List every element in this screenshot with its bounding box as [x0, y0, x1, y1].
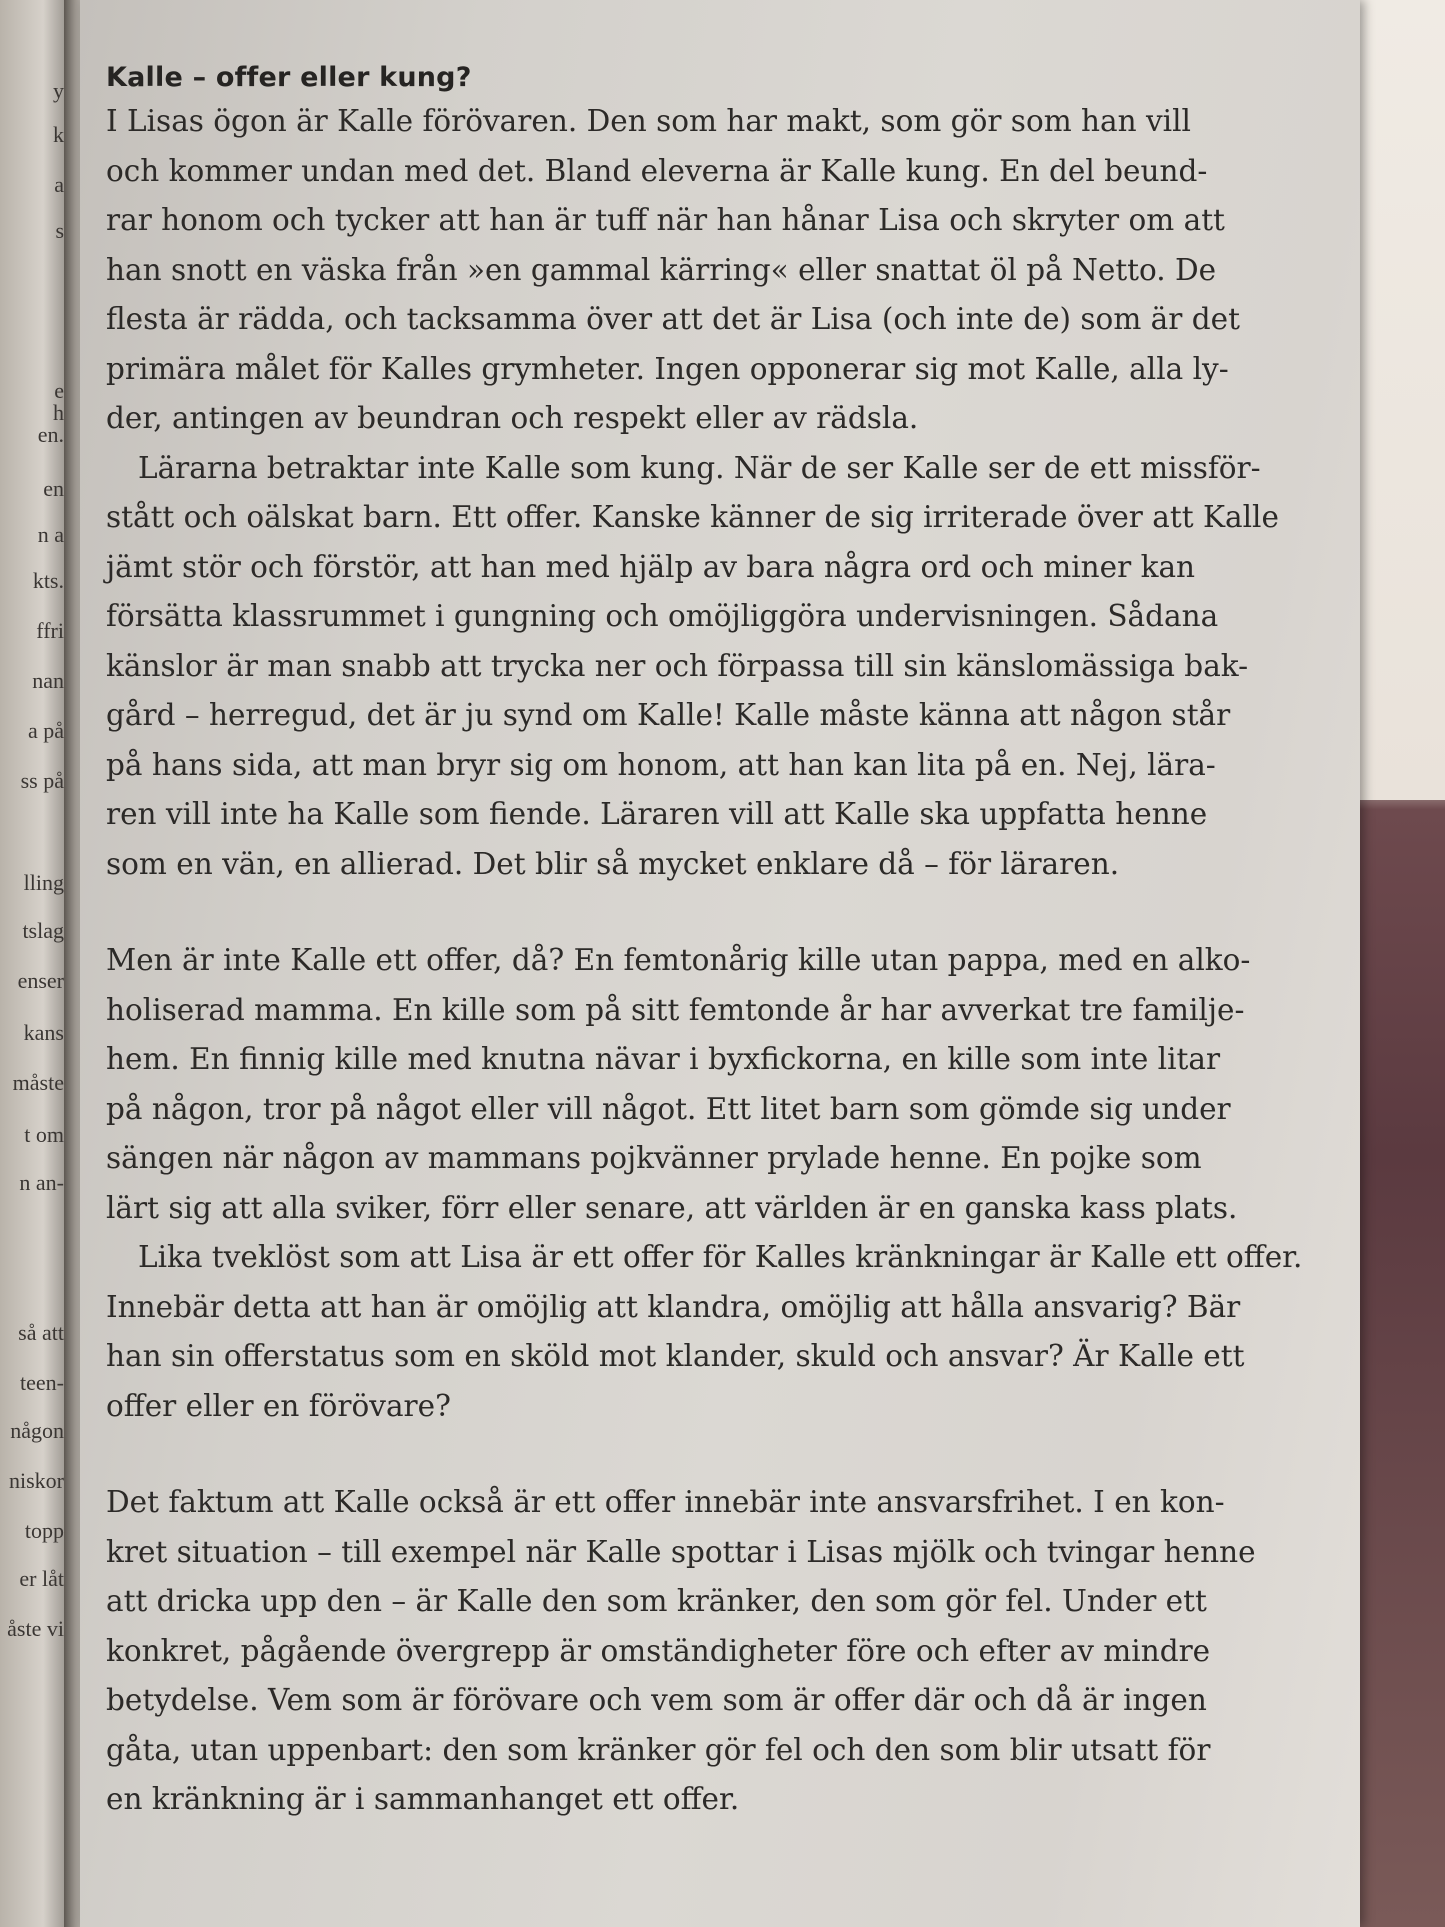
- facing-page-fragment: a på: [27, 718, 64, 743]
- facing-page-fragment: kans: [23, 1020, 64, 1045]
- text-line: han snott en väska från »en gammal kärring« eller snattat öl på Netto. De: [106, 252, 1217, 287]
- text-line: ren vill inte ha Kalle som fiende. Läraren vill att Kalle ska uppfatta henne: [106, 797, 1208, 831]
- text-line: offer eller en förövare?: [106, 1388, 451, 1423]
- paragraph: [106, 1233, 1356, 1431]
- facing-page-fragment: en: [43, 476, 64, 501]
- section-heading: Kalle – offer eller kung?: [106, 62, 472, 93]
- facing-page-fragment: måste: [12, 1070, 64, 1095]
- text-line: en kränkning är i sammanhanget ett offer.: [106, 1782, 740, 1816]
- facing-page-fragment: e: [54, 378, 64, 403]
- text-line: han sin offerstatus som en sköld mot klander, skuld och ansvar? Är Kalle ett: [106, 1339, 1245, 1373]
- text-line: Lärarna betraktar inte Kalle som kung. När de ser Kalle ser de ett missför-: [138, 450, 1261, 485]
- facing-page-fragment: nan: [32, 668, 64, 693]
- facing-page-fragment: topp: [24, 1518, 64, 1543]
- page-content: [106, 62, 1356, 1825]
- text-line: stått och oälskat barn. Ett offer. Kanske känner de sig irriterade över att Kalle: [106, 500, 1279, 534]
- text-line: som en vän, en allierad. Det blir så mycket enklare då – för läraren.: [106, 846, 1120, 881]
- facing-page-fragment: n a: [37, 522, 64, 547]
- text-line: rar honom och tycker att han är tuff när han hånar Lisa och skryter om att: [106, 203, 1225, 237]
- text-line: der, antingen av beundran och respekt eller av rädsla.: [106, 401, 919, 435]
- text-line: Lika tveklöst som att Lisa är ett offer för Kalles kränkningar är Kalle ett offer.: [138, 1240, 1303, 1274]
- paragraph: [106, 1478, 1356, 1825]
- facing-page-fragment: n an-: [19, 1170, 64, 1195]
- facing-page-fragment: s: [55, 218, 64, 243]
- text-line: Det faktum att Kalle också är ett offer innebär inte ansvarsfrihet. I en kon-: [106, 1485, 1225, 1519]
- background-right-page-stack: [1355, 0, 1445, 800]
- text-line: hem. En finnig kille med knutna nävar i byxfickorna, en kille som inte litar: [106, 1042, 1221, 1076]
- text-line: känslor är man snabb att trycka ner och förpassa till sin känslomässiga bak-: [106, 648, 1249, 683]
- book-page: [80, 0, 1360, 1927]
- text-line: konkret, pågående övergrepp är omständigheter före och efter av mindre: [106, 1633, 1211, 1668]
- text-line: flesta är rädda, och tacksamma över att det är Lisa (och inte de) som är det: [106, 302, 1240, 336]
- text-line: på någon, tror på något eller vill något. Ett litet barn som gömde sig under: [106, 1091, 1231, 1126]
- facing-page-edge: [0, 0, 72, 1927]
- text-line: lärt sig att alla sviker, förr eller senare, att världen är en ganska kass plats.: [106, 1190, 1238, 1225]
- facing-page-fragment: ss på: [20, 768, 64, 793]
- text-line: kret situation – till exempel när Kalle spottar i Lisas mjölk och tvingar henne: [106, 1534, 1256, 1569]
- text-line: att dricka upp den – är Kalle den som kränker, den som gör fel. Under ett: [106, 1584, 1207, 1618]
- text-line: jämt stör och förstör, att han med hjälp av bara några ord och miner kan: [106, 549, 1196, 584]
- text-line: och kommer undan med det. Bland eleverna är Kalle kung. En del beund-: [106, 153, 1208, 188]
- text-line: primära målet för Kalles grymheter. Ingen opponerar sig mot Kalle, alla ly-: [106, 351, 1229, 386]
- facing-page-fragment: a: [54, 172, 64, 197]
- paragraph: [106, 444, 1356, 890]
- facing-page-fragment: kts.: [32, 568, 64, 593]
- text-line: Innebär detta att han är omöjlig att klandra, omöjlig att hålla ansvarig? Bär: [106, 1289, 1241, 1324]
- paragraphs-container: [106, 97, 1356, 1825]
- facing-page-fragment: så att: [18, 1320, 64, 1345]
- paragraph: [106, 97, 1356, 444]
- paragraph-gap: [106, 889, 1356, 936]
- facing-page-fragment: en.: [37, 422, 64, 447]
- facing-page-fragment: k: [53, 122, 64, 147]
- facing-page-fragment: någon: [10, 1418, 64, 1443]
- facing-page-fragment: er låt: [19, 1566, 64, 1591]
- facing-page-fragment: h: [53, 400, 64, 425]
- facing-page-fragment: enser: [17, 968, 64, 993]
- text-line: gåta, utan uppenbart: den som kränker gör fel och den som blir utsatt för: [106, 1732, 1211, 1767]
- facing-page-fragment: teen-: [20, 1370, 64, 1395]
- text-line: betydelse. Vem som är förövare och vem som är offer där och då är ingen: [106, 1683, 1207, 1717]
- facing-page-fragment: niskor: [9, 1468, 64, 1493]
- text-line: Men är inte Kalle ett offer, då? En femtonårig kille utan pappa, med en alko-: [106, 943, 1251, 977]
- text-line: gård – herregud, det är ju synd om Kalle! Kalle måste känna att någon står: [106, 698, 1231, 732]
- text-line: holiserad mamma. En kille som på sitt femtonde år har avverkat tre familje-: [106, 992, 1245, 1027]
- facing-page-fragment: t om: [24, 1122, 64, 1147]
- facing-page-fragment: tslag: [22, 918, 64, 943]
- facing-page-fragment: åste vi: [7, 1616, 64, 1641]
- facing-page-fragment: y: [53, 78, 64, 103]
- paragraph-gap: [106, 1431, 1356, 1478]
- paragraph: [106, 936, 1356, 1233]
- facing-page-fragment: ffri: [36, 618, 64, 643]
- text-line: I Lisas ögon är Kalle förövaren. Den som har makt, som gör som han vill: [106, 104, 1191, 138]
- text-line: på hans sida, att man bryr sig om honom, att han kan lita på en. Nej, lära-: [106, 747, 1216, 782]
- facing-page-fragment: lling: [23, 870, 64, 895]
- text-line: sängen när någon av mammans pojkvänner prylade henne. En pojke som: [106, 1141, 1202, 1175]
- text-line: försätta klassrummet i gungning och omöjliggöra undervisningen. Sådana: [106, 599, 1219, 633]
